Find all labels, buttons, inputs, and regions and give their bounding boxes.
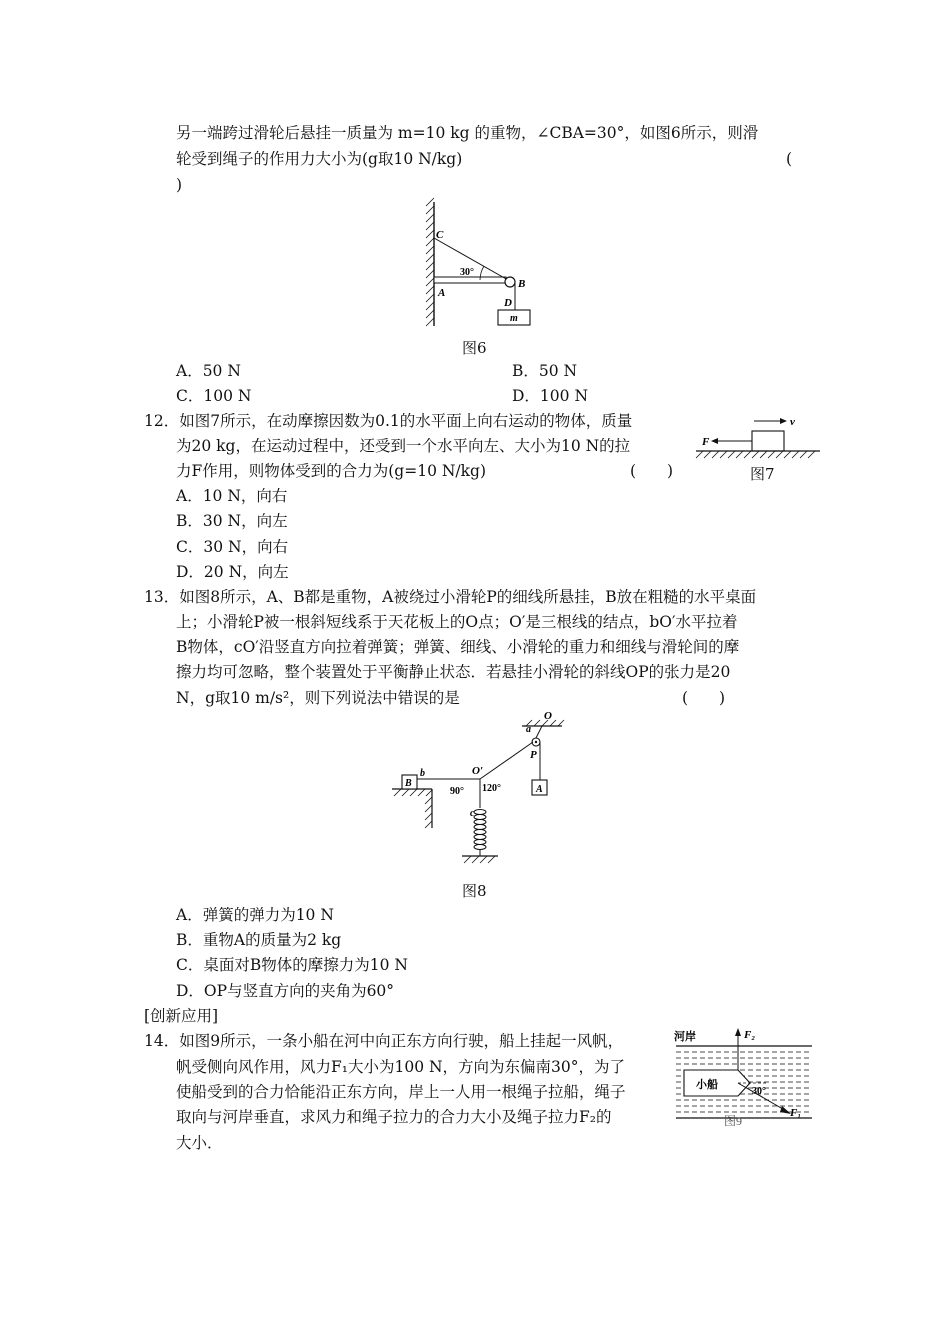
q11-option-d: D．100 N (512, 387, 589, 405)
q11-line-1: 另一端跨过滑轮后悬挂一质量为 m=10 kg 的重物，∠CBA=30°，如图6所示，则滑 (176, 124, 759, 142)
fig7-label-f: F (702, 436, 710, 448)
q14-line-5: 大小． (176, 1134, 223, 1152)
fig8-label-p: P (530, 749, 537, 761)
fig7-label-v: v (790, 416, 795, 428)
q12-option-c: C．30 N，向右 (176, 538, 289, 556)
figure-6-caption: 图6 (462, 339, 487, 357)
fig8-label-a-small: a (526, 724, 531, 735)
fig9-label-f2: F₂ (744, 1029, 756, 1041)
q12-option-b: B．30 N，向左 (176, 512, 288, 530)
q12-paren: ( ) (630, 462, 674, 480)
q13-line-5: N，g取10 m/s²，则下列说法中错误的是 (176, 689, 460, 707)
fig9-label-angle: 30° (752, 1086, 766, 1097)
fig8-label-o-prime: O′ (472, 765, 484, 777)
fig9-label-f1: F₁ (790, 1107, 802, 1119)
q11-paren-close: ) (176, 176, 183, 194)
fig8-label-angle-90: 90° (450, 786, 464, 797)
fig6-label-m: m (510, 313, 518, 324)
fig8-label-a-block: A (536, 784, 543, 795)
figure-7-caption: 图7 (750, 465, 775, 483)
q13-line-4: 擦力均可忽略，整个装置处于平衡静止状态．若悬挂小滑轮的斜线OP的张力是20 (176, 663, 731, 681)
fig6-label-angle: 30° (460, 267, 474, 278)
fig6-label-b: B (518, 278, 526, 290)
q14-line-3: 使船受到的合力恰能沿正东方向，岸上一人用一根绳子拉船，绳子 (176, 1083, 626, 1101)
q13-option-b: B．重物A的质量为2 kg (176, 931, 342, 949)
fig6-label-d: D (504, 297, 512, 309)
fig8-label-o: O (544, 710, 552, 722)
fig9-label-bank: 河岸 (674, 1031, 696, 1043)
q11-option-b: B．50 N (512, 362, 578, 380)
fig6-label-c: C (436, 229, 444, 241)
q11-line-2: 轮受到绳子的作用力大小为(g取10 N/kg) (176, 150, 463, 168)
q13-paren: ( ) (682, 689, 726, 707)
figure-8 (390, 712, 580, 872)
q12-line-2: 为20 kg，在运动过程中，还受到一个水平向左、大小为10 N的拉 (176, 437, 631, 455)
q14-line-2: 帆受侧向风作用，风力F₁大小为100 N，方向为东偏南30°，为了 (176, 1058, 626, 1076)
q12-line-3: 力F作用，则物体受到的合力为(g=10 N/kg) (176, 462, 487, 480)
section-heading: [创新应用] (144, 1007, 219, 1025)
fig6-label-a: A (438, 287, 446, 299)
figure-8-caption: 图8 (462, 882, 487, 900)
q12-option-a: A．10 N，向右 (176, 487, 288, 505)
q13-option-a: A．弹簧的弹力为10 N (176, 906, 334, 924)
q12-line-1: 12．如图7所示，在动摩擦因数为0.1的水平面上向右运动的物体，质量 (144, 412, 633, 430)
q13-line-3: B物体，cO′沿竖直方向拉着弹簧；弹簧、细线、小滑轮的重力和细线与滑轮间的摩 (176, 638, 740, 656)
figure-7 (692, 412, 822, 464)
fig9-caption: 图9 (724, 1114, 743, 1128)
q13-line-1: 13．如图8所示，A、B都是重物，A被绕过小滑轮P的细线所悬挂，B放在粗糙的水平桌面 (144, 588, 757, 606)
q13-option-d: D．OP与竖直方向的夹角为60° (176, 982, 395, 1000)
q11-option-a: A．50 N (176, 362, 241, 380)
q12-option-d: D．20 N，向左 (176, 563, 289, 581)
q11-option-c: C．100 N (176, 387, 252, 405)
fig8-label-b-block: B (405, 778, 412, 789)
fig8-label-angle-120: 120° (482, 783, 501, 794)
fig8-label-b-small: b (420, 768, 425, 779)
q13-line-2: 上；小滑轮P被一根斜短线系于天花板上的O点；O′是三根线的结点，bO′水平拉着 (176, 613, 738, 631)
q13-option-c: C．桌面对B物体的摩擦力为10 N (176, 956, 408, 974)
fig8-label-c-small: c (470, 808, 475, 819)
figure-6 (420, 198, 550, 328)
fig9-label-boat: 小船 (696, 1079, 718, 1091)
figure-9 (672, 1026, 817, 1128)
q14-line-4: 取向与河岸垂直，求风力和绳子拉力的合力大小及绳子拉力F₂的 (176, 1108, 612, 1126)
q11-paren-open: ( (786, 150, 793, 168)
q14-line-1: 14．如图9所示，一条小船在河中向正东方向行驶，船上挂起一风帆， (144, 1032, 624, 1050)
